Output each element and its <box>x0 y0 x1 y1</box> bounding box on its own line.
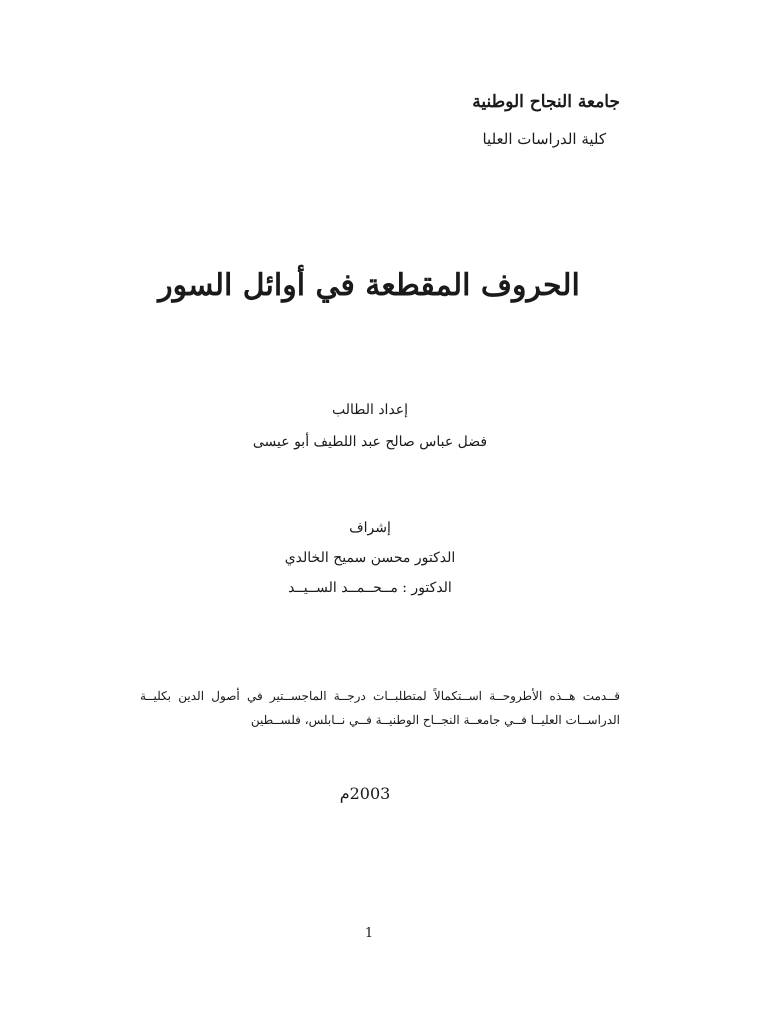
university-name: جامعة النجاح الوطنية <box>472 92 620 112</box>
supervision-label: إشراف <box>349 520 391 536</box>
submission-statement: قــدمت هــذه الأطروحــة اســتكمالاً لمتطلبــات درجــة الماجســتير في أصول الدين بكليــة الدراســات العليــا فــي جامعــة النجــاح الوطنيــة فــي نــابلس، فلســطين <box>140 689 620 727</box>
submission-year: 2003م <box>339 784 391 803</box>
prepared-by-label: إعداد الطالب <box>331 402 409 418</box>
thesis-title: الحروف المقطعة في أوائل السور <box>158 268 580 303</box>
page-number: 1 <box>364 926 374 941</box>
college-name: كلية الدراسات العليا <box>482 130 606 148</box>
student-name: فضل عباس صالح عبد اللطيف أبو عيسى <box>252 434 488 450</box>
supervisor-name-2: الدكتور : مــحــمــد الســيــد <box>288 580 452 596</box>
supervisor-name-1: الدكتور محسن سميح الخالدي <box>284 550 456 566</box>
